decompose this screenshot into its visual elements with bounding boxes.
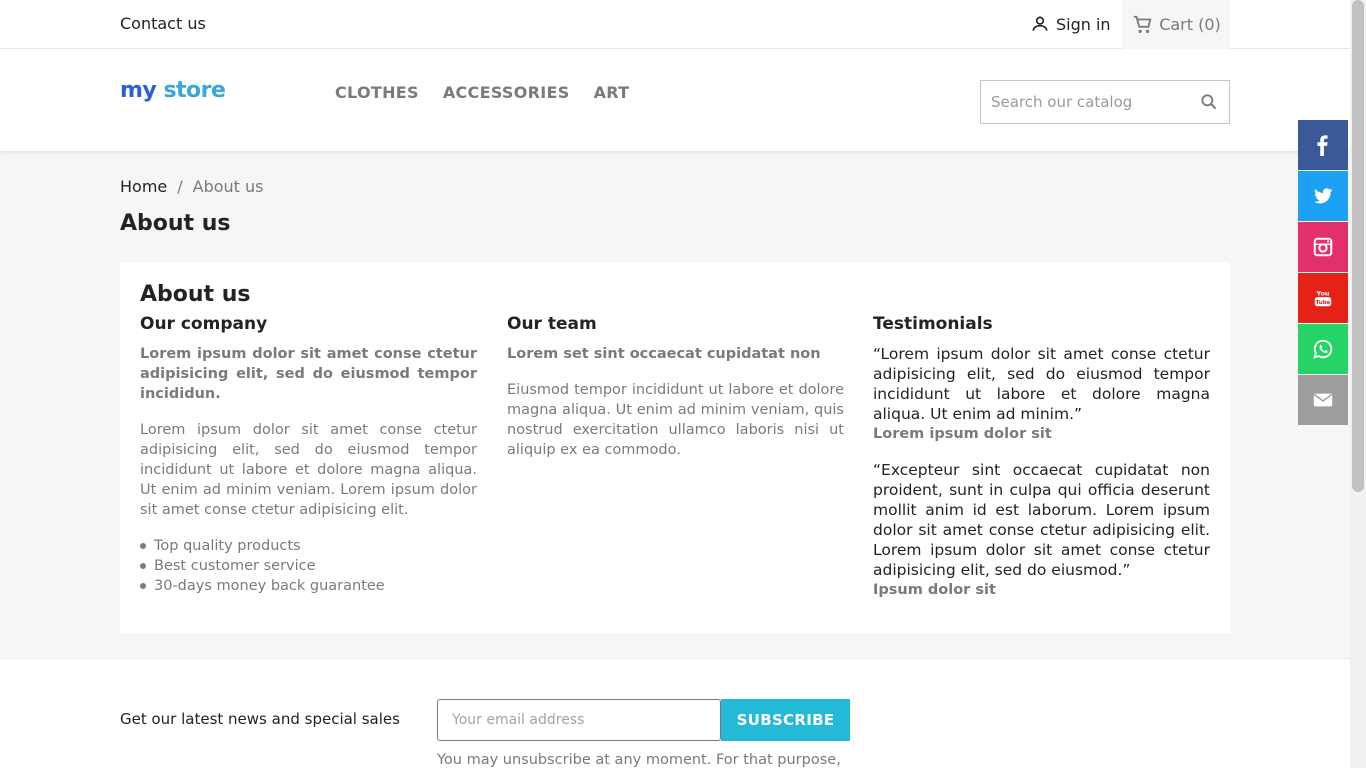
youtube-button[interactable] (1298, 273, 1348, 323)
card-title: About us (140, 282, 251, 307)
breadcrumb-separator: / (177, 177, 183, 196)
our-team-body: Eiusmod tempor incididunt ut labore et dolore magna aliqua. Ut enim ad minim veniam, quis nostrud exercitation ullamco laboris nisi ut aliquip ex ea commodo. (507, 382, 844, 458)
unsubscribe-note: You may unsubscribe at any moment. For that purpose, (437, 752, 841, 768)
search-button[interactable] (1189, 81, 1229, 123)
our-team-lead: Lorem set sint occaecat cupidatat non (507, 346, 821, 362)
whatsapp-icon (1312, 338, 1334, 360)
cart-icon (1131, 14, 1153, 36)
testimonial-quote: “Lorem ipsum dolor sit amet conse ctetur adipisicing elit, sed do eiusmod tempor incididunt ut labore et dolore magna aliqua. Ut enim ad minim.” (873, 345, 1210, 423)
twitter-icon (1312, 185, 1334, 207)
search-icon (1199, 92, 1219, 112)
breadcrumb (120, 177, 264, 196)
our-team-heading: Our team (507, 314, 597, 334)
email-field[interactable] (437, 699, 721, 741)
youtube-icon (1312, 287, 1334, 309)
testimonial-quote: “Excepteur sint occaecat cupidatat non proident, sunt in culpa qui officia deserunt mollit anim id est laborum. Lorem ipsum dolor sit amet conse ctetur adipisicing elit. Lorem ipsum dolor sit amet conse ctetur adipisicing elit, sed do eiusmod.” (873, 461, 1210, 579)
contact-us-link[interactable]: Contact us (120, 14, 206, 33)
store-logo[interactable]: my store (120, 78, 226, 103)
subscribe-button[interactable]: SUBSCRIBE (721, 699, 850, 741)
main-menu (335, 83, 629, 102)
sign-in-label: Sign in (1056, 14, 1111, 34)
whatsapp-button[interactable] (1298, 324, 1348, 374)
menu-item-accessories[interactable]: ACCESSORIES (442, 83, 570, 102)
testimonials-column (873, 314, 1210, 616)
breadcrumb-home[interactable]: Home (120, 177, 168, 196)
our-company-body: Lorem ipsum dolor sit amet conse ctetur adipisicing elit, sed do eiusmod tempor incididunt ut labore et dolore magna aliqua. Ut enim ad minim veniam. Lorem ipsum dolor sit amet conse ctetur adipisicing elit. (140, 422, 477, 518)
newsletter-label: Get our latest news and special sales (120, 710, 400, 728)
social-sidebar (1298, 120, 1348, 426)
feature-list (140, 536, 477, 596)
facebook-button[interactable] (1298, 120, 1348, 170)
our-team-column (507, 314, 844, 476)
menu-item-clothes[interactable]: CLOTHES (335, 83, 419, 102)
facebook-icon (1312, 134, 1334, 156)
newsletter-footer (0, 658, 1350, 768)
list-item: Best customer service (140, 556, 477, 576)
sign-in-link[interactable] (1030, 14, 1111, 34)
twitter-button[interactable] (1298, 171, 1348, 221)
list-item: Top quality products (140, 536, 477, 556)
instagram-icon (1312, 236, 1334, 258)
cart-label: Cart (0) (1159, 15, 1221, 34)
content-card (120, 262, 1230, 633)
menu-item-art[interactable]: ART (593, 83, 630, 102)
search-input[interactable] (981, 93, 1189, 111)
header (0, 49, 1350, 151)
scrollbar-thumb[interactable] (1352, 0, 1364, 492)
page-title: About us (120, 211, 231, 236)
cart-button[interactable] (1122, 0, 1230, 49)
list-item: 30-days money back guarantee (140, 576, 477, 596)
testimonial-author: Ipsum dolor sit (873, 582, 996, 598)
our-company-lead: Lorem ipsum dolor sit amet conse ctetur adipisicing elit, sed do eiusmod tempor incididun. (140, 346, 477, 402)
search-box (980, 80, 1230, 124)
user-icon (1030, 14, 1050, 34)
email-button[interactable] (1298, 375, 1348, 425)
svg-text:Tube: Tube (1315, 299, 1331, 306)
testimonials-heading: Testimonials (873, 314, 993, 334)
testimonial-author: Lorem ipsum dolor sit (873, 426, 1052, 442)
instagram-button[interactable] (1298, 222, 1348, 272)
breadcrumb-current: About us (192, 177, 264, 196)
our-company-column (140, 314, 477, 596)
svg-text:You: You (1316, 289, 1330, 298)
our-company-heading: Our company (140, 314, 268, 334)
scrollbar[interactable] (1350, 0, 1366, 768)
email-icon (1312, 389, 1334, 411)
top-nav (0, 0, 1350, 49)
